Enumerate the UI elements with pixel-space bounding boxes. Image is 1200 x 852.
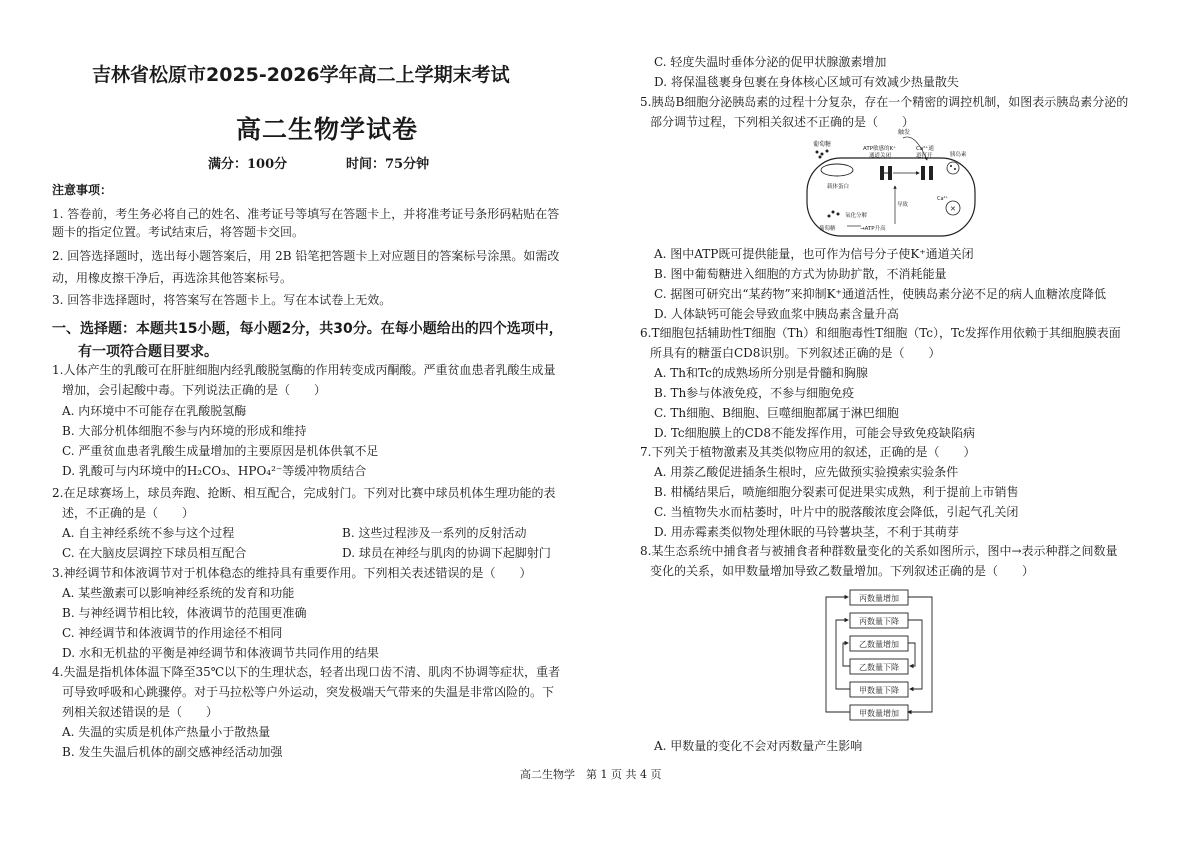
question-text: 8.某生态系统中捕食者与被捕食者种群数量变化的关系如图所示，图中→表示种群之间数量: [640, 544, 1118, 558]
ca-channel: [921, 166, 925, 180]
fig5-label: 导致: [897, 202, 909, 208]
fig5-label: 葡萄糖: [819, 226, 836, 232]
question-text: 部分调节过程，下列相关叙述不正确的是（ ）: [650, 115, 915, 129]
option-text: B. 发生失温后机体的副交感神经活动加强: [62, 745, 283, 759]
exam-time: 时间：75分钟: [346, 157, 430, 172]
option-text: D. Tc细胞膜上的CD8不能发挥作用，可能会导致免疫缺陷病: [654, 426, 976, 440]
question-text: 增加，会引起酸中毒。下列说法正确的是（ ）: [62, 383, 327, 397]
fig5-label: 葡萄糖: [813, 141, 832, 148]
option-text: D. 球员在神经与肌肉的协调下起脚射门: [342, 546, 551, 560]
question-text: 6.T细胞包括辅助性T细胞（Th）和细胞毒性T细胞（Tc），Tc发挥作用依赖于其细胞膜表面: [640, 326, 1121, 340]
section-heading-cont: 有一项符合题目要求。: [78, 344, 218, 360]
question-text: 1.人体产生的乳酸可在肝脏细胞内经乳酸脱氢酶的作用转变成丙酮酸。严重贫血患者乳酸生成量: [52, 363, 556, 377]
option-text: D. 乳酸可与内环境中的H₂CO₃、HPO₄²⁻等缓冲物质结合: [62, 464, 367, 478]
fig5-label: 载体蛋白: [827, 184, 850, 190]
option-text: D. 人体缺钙可能会导致血浆中胰岛素含量升高: [654, 307, 899, 321]
fig5-label: 道打开: [916, 153, 933, 159]
carrier-protein: [821, 164, 853, 176]
svg-text:✕: ✕: [950, 205, 956, 213]
fig5-label: 通道关闭: [869, 153, 892, 159]
option-text: A. 图中ATP既可提供能量，也可作为信号分子使K⁺通道关闭: [654, 247, 974, 261]
option-text: B. Th参与体液免疫，不参与细胞免疫: [654, 386, 855, 400]
notes-heading: 注意事项：: [52, 183, 113, 197]
fig5-label: 触发: [898, 129, 911, 136]
page-footer: 高二生物学 第 1 页 共 4 页: [520, 768, 662, 781]
option-text: C. 在大脑皮层调控下球员相互配合: [62, 546, 247, 560]
insulin-vesicle: [947, 162, 959, 174]
question-text: 列相关叙述错误的是（ ）: [62, 705, 219, 719]
option-text: C. 当植物失水而枯萎时，叶片中的脱落酸浓度会降低，引起气孔关闭: [654, 505, 1019, 519]
fig5-label: ATP敏感的K⁺: [863, 146, 897, 152]
question-text: 2.在足球赛场上，球员奔跑、抢断、相互配合，完成射门。下列对比赛中球员机体生理功能的表: [52, 486, 556, 500]
option-text: D. 用赤霉素类似物处理休眠的马铃薯块茎，不利于其萌芽: [654, 525, 959, 539]
fig5-label: 胰岛素: [950, 152, 967, 158]
fig5-label: Ca²⁺: [937, 196, 949, 202]
population-relationship-diagram: [818, 584, 942, 730]
option-text: B. 这些过程涉及一系列的反射活动: [342, 526, 527, 540]
option-text: A. 自主神经系统不参与这个过程: [62, 526, 235, 540]
exam-title: 吉林省松原市2025-2026学年高二上学期末考试: [92, 64, 510, 86]
svg-text:丙数量增加: 丙数量增加: [859, 594, 899, 603]
option-text: A. 内环境中不可能存在乳酸脱氢酶: [62, 404, 247, 418]
fig5-label: →ATP升高: [860, 226, 886, 232]
svg-text:甲数量下降: 甲数量下降: [859, 686, 899, 695]
notes-line: 动，用橡皮擦干净后，再选涂其他答案标号。: [52, 271, 293, 285]
option-text: B. 大部分机体细胞不参与内环境的形成和维持: [62, 424, 307, 438]
subject-title: 高二生物学试卷: [236, 115, 419, 144]
svg-text:甲数量增加: 甲数量增加: [859, 709, 899, 718]
question-text: 3.神经调节和体液调节对于机体稳态的维持具有重要作用。下列相关表述错误的是（ ）: [52, 566, 532, 580]
option-text: C. 据图可研究出“某药物”来抑制K⁺通道活性，使胰岛素分泌不足的病人血糖浓度降低: [654, 287, 1106, 301]
question-text: 变化的关系，如甲数量增加导致乙数量增加。下列叙述正确的是（ ）: [650, 564, 1035, 578]
full-score: 满分：100分: [208, 157, 288, 172]
option-text: B. 柑橘结果后，喷施细胞分裂素可促进果实成熟，利于提前上市销售: [654, 485, 1019, 499]
notes-line: 题卡的指定位置。考试结束后，将答题卡交回。: [52, 225, 305, 239]
option-text: A. Th和Tc的成熟场所分别是骨髓和胸腺: [654, 366, 868, 380]
question-text: 所具有的糖蛋白CD8识别。下列叙述正确的是（ ）: [650, 346, 941, 360]
option-text: C. Th细胞、B细胞、巨噬细胞都属于淋巴细胞: [654, 406, 899, 420]
svg-text:丙数量下降: 丙数量下降: [859, 617, 899, 626]
option-text: A. 失温的实质是机体产热量小于散热量: [62, 725, 271, 739]
question-text: 4.失温是指机体体温下降至35℃以下的生理状态，轻者出现口齿不清、肌肉不协调等症状，重者: [52, 665, 561, 679]
question-text: 5.胰岛B细胞分泌胰岛素的过程十分复杂，存在一个精密的调控机制，如图表示胰岛素分泌的: [640, 95, 1129, 109]
option-text: D. 水和无机盐的平衡是神经调节和体液调节共同作用的结果: [62, 646, 379, 660]
option-text: A. 用萘乙酸促进插条生根时，应先做预实验摸索实验条件: [654, 465, 959, 479]
option-text: C. 神经调节和体液调节的作用途径不相同: [62, 626, 283, 640]
option-text: C. 轻度失温时垂体分泌的促甲状腺激素增加: [654, 55, 887, 69]
option-text: A. 甲数量的变化不会对丙数量产生影响: [654, 739, 863, 753]
notes-line: 2. 回答选择题时，选出每小题答案后，用 2B 铅笔把答题卡上对应题目的答案标号涂黑。如需改: [52, 249, 560, 263]
question-text: 可导致呼吸和心跳骤停。对于马拉松等户外运动，突发极端天气带来的失温是非常凶险的。下: [62, 685, 555, 699]
insulin-secretion-diagram: [805, 126, 980, 238]
question-text: 述，不正确的是（ ）: [62, 506, 195, 520]
notes-line: 1. 答卷前，考生务必将自己的姓名、准考证号等填写在答题卡上，并将准考证号条形码粘贴在答: [52, 207, 560, 221]
svg-text:乙数量增加: 乙数量增加: [859, 640, 899, 649]
notes-line: 3. 回答非选择题时，将答案写在答题卡上。写在本试卷上无效。: [52, 293, 392, 307]
option-text: D. 将保温毯裹身包裹在身体核心区域可有效减少热量散失: [654, 75, 959, 89]
question-text: 7.下列关于植物激素及其类似物应用的叙述，正确的是（ ）: [640, 445, 976, 459]
svg-text:乙数量下降: 乙数量下降: [859, 663, 899, 672]
option-text: A. 某些激素可以影响神经系统的发育和功能: [62, 586, 295, 600]
fig5-label: 氧化分解: [845, 213, 868, 219]
option-text: B. 与神经调节相比较，体液调节的范围更准确: [62, 606, 307, 620]
option-text: C. 严重贫血患者乳酸生成量增加的主要原因是机体供氧不足: [62, 444, 379, 458]
section-heading: 一、选择题：本题共15小题，每小题2分，共30分。在每小题给出的四个选项中，: [52, 321, 563, 337]
option-text: B. 图中葡萄糖进入细胞的方式为协助扩散，不消耗能量: [654, 267, 947, 281]
fig5-label: Ca²⁺通: [916, 146, 934, 152]
k-channel: [880, 166, 884, 180]
